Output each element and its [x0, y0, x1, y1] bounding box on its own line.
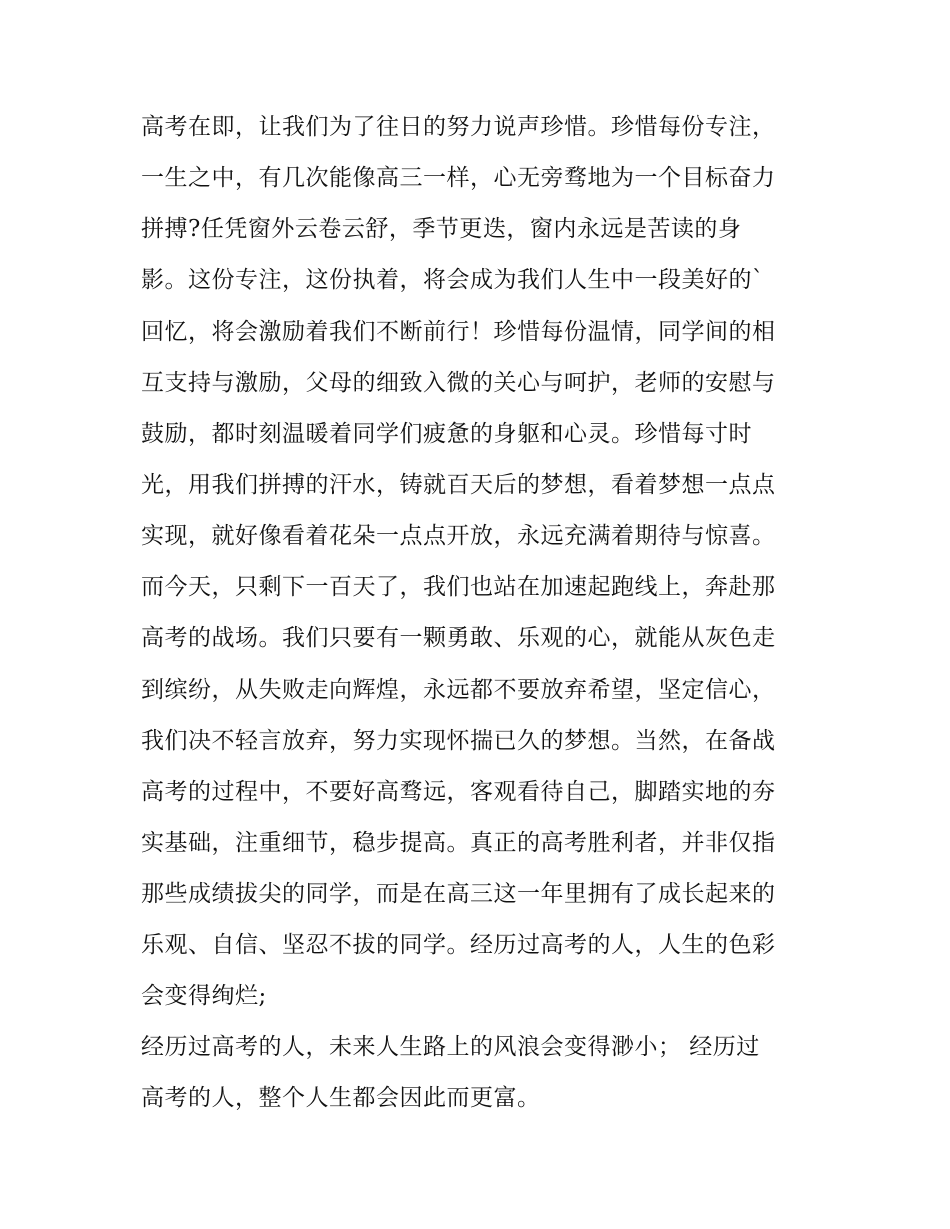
text-line: 拼搏?任凭窗外云卷云舒，季节更迭，窗内永远是苦读的身 [141, 216, 742, 242]
text-line: 回忆，将会激励着我们不断前行！珍惜每份温情，同学间的相 [141, 319, 776, 345]
text-line: 一生之中，有几次能像高三一样，心无旁骛地为一个目标奋力 [141, 165, 776, 191]
text-line: 实现，就好像看着花朵一点点开放，永远充满着期待与惊喜。 [141, 523, 776, 549]
text-line: 那些成绩拔尖的同学，而是在高三这一年里拥有了成长起来的 [141, 881, 776, 907]
text-line: 到缤纷，从失败走向辉煌，永远都不要放弃希望，坚定信心， [141, 677, 776, 703]
text-line: 高考的人，整个人生都会因此而更富。 [141, 1085, 541, 1111]
text-line: 会变得绚烂; [141, 983, 267, 1009]
text-line: 高考的战场。我们只要有一颗勇敢、乐观的心，就能从灰色走 [141, 625, 776, 651]
text-line: 鼓励，都时刻温暖着同学们疲惫的身躯和心灵。珍惜每寸时 [141, 421, 752, 447]
text-line: 高考的过程中，不要好高骛远，客观看待自己，脚踏实地的夯 [141, 779, 776, 805]
text-line: 经历过高考的人，未来人生路上的风浪会变得渺小； 经历过 [141, 1034, 760, 1060]
text-line: 影。这份专注，这份执着，将会成为我们人生中一段美好的` [141, 267, 764, 293]
text-line: 光，用我们拼搏的汗水，铸就百天后的梦想，看着梦想一点点 [141, 472, 776, 498]
text-line: 而今天，只剩下一百天了，我们也站在加速起跑线上，奔赴那 [141, 574, 776, 600]
text-line: 我们决不轻言放弃，努力实现怀揣已久的梦想。当然，在备战 [141, 728, 776, 754]
text-line: 高考在即，让我们为了往日的努力说声珍惜。珍惜每份专注， [141, 114, 776, 140]
text-line: 实基础，注重细节，稳步提高。真正的高考胜利者，并非仅指 [141, 830, 776, 856]
text-line: 乐观、自信、坚忍不拔的同学。经历过高考的人，人生的色彩 [141, 932, 776, 958]
text-line: 互支持与激励，父母的细致入微的关心与呵护，老师的安慰与 [141, 370, 776, 396]
